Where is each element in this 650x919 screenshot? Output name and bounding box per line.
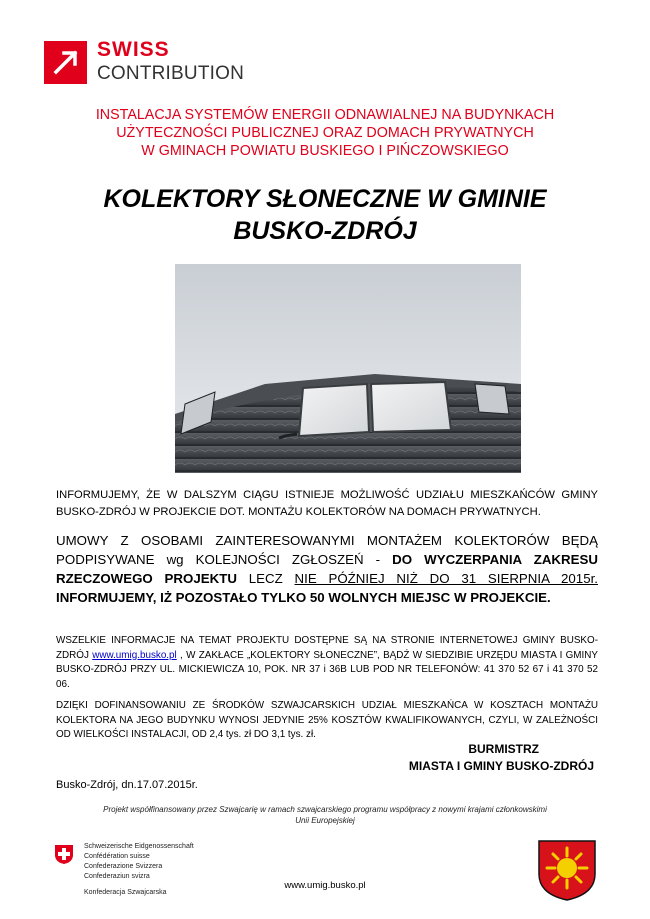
project-header <box>40 106 610 160</box>
confed-line: Schweizerische Eidgenossenschaft <box>84 843 194 850</box>
signature-line: BURMISTRZ <box>468 742 539 756</box>
project-header-line: W GMINACH POWIATU BUSKIEGO I PIŃCZOWSKIEGO <box>141 143 509 159</box>
confed-line: Confederazione Svizzera <box>84 863 163 870</box>
website-link[interactable]: www.umig.busko.pl <box>92 649 177 661</box>
signature-block <box>409 741 594 775</box>
signature-line: MIASTA I GMINY BUSKO-ZDRÓJ <box>408 759 594 773</box>
info-paragraph-3 <box>56 634 598 692</box>
swiss-flag-icon <box>53 843 75 865</box>
footnote-line: Unii Europejskiej <box>295 816 355 825</box>
logo-contribution-text: CONTRIBUTION <box>97 63 245 84</box>
confed-line: Confederaziun svizra <box>84 873 150 880</box>
p2-text: UMOWY Z OSOBAMI ZAINTERESOWANYMI MONTAŻEM KOLEKTORÓW BĘDĄ PODPISYWANE wg KOLEJNOŚCI ZGŁOSZEŃ - <box>56 533 598 567</box>
logo-swiss-text: SWISS <box>97 38 170 61</box>
project-header-line: UŻYTECZNOŚCI PUBLICZNEJ ORAZ DOMACH PRYWATNYCH <box>116 125 534 141</box>
document-date: Busko-Zdrój, dn.17.07.2015r. <box>56 779 198 791</box>
info-paragraph-2 <box>56 531 598 607</box>
confed-line: Confédération suisse <box>84 853 150 860</box>
page-title-line: KOLEKTORY SŁONECZNE W GMINIE <box>103 185 547 213</box>
footnote-line: Projekt współfinansowany przez Szwajcarię w ramach szwajcarskiego programu współpracy z nowymi krajami członkowskimi <box>103 805 547 814</box>
p2-bold-text: INFORMUJEMY, IŻ POZOSTAŁO TYLKO 50 WOLNYCH MIEJSC W PROJEKCIE. <box>56 590 551 605</box>
p2-text: LECZ <box>236 571 295 586</box>
swiss-contribution-logo-mark <box>44 41 87 84</box>
footer-url[interactable]: www.umig.busko.pl <box>284 880 366 891</box>
info-paragraph-1: INFORMUJEMY, ŻE W DALSZYM CIĄGU ISTNIEJE MOŻLIWOŚĆ UDZIAŁU MIESZKAŃCÓW GMINY BUSKO-ZDRÓJ W PROJEKCIE DOT. MONTAŻU KOLEKTORÓW NA DOMACH PRYWATNYCH. <box>56 489 598 518</box>
project-header-line: INSTALACJA SYSTEMÓW ENERGII ODNAWIALNEJ NA BUDYNKACH <box>95 107 555 123</box>
page-title-line: BUSKO-ZDRÓJ <box>233 217 417 245</box>
page-title <box>40 183 610 247</box>
cofinancing-footnote <box>40 804 610 826</box>
info-paragraph-4: DZIĘKI DOFINANSOWANIU ZE ŚRODKÓW SZWAJCARSKICH UDZIAŁ MIESZKAŃCA W KOSZTACH MONTAŻU KOLEKTORA NA JEGO BUDYNKU WYNOSI JEDYNIE 25% KOSZTÓW KWALIFIKOWANYCH, CZYLI, W ZALEŻNOŚCI OD WIELKOŚCI INSTALACJI, OD 2,4 tys. zł DO 3,1 tys. zł. <box>56 700 598 740</box>
p3-text: , W ZAKŁACE „KOLEKTORY SŁONECZNE”, BĄDŹ W SIEDZIBIE URZĘDU MIASTA I GMINY BUSKO-ZDRÓJ PRZY UL. MICKIEWICZA 10, POK. NR 37 i 36B LUB POD NR TELEFONÓW: 41 370 52 67 i 41 370 52 06. <box>56 649 598 690</box>
solar-collectors-photo <box>175 264 521 473</box>
p2-deadline-text: NIE PÓŹNIEJ NIŻ DO 31 SIERPNIA 2015r. <box>294 571 598 586</box>
p3-text: WSZELKIE INFORMACJE NA TEMAT PROJEKTU DOSTĘPNE SĄ NA STRONIE INTERNETOWEJ GMINY BUSKO-ZDRÓJ <box>56 635 598 661</box>
p2-bold-text: DO WYCZERPANIA ZAKRESU RZECZOWEGO PROJEKTU <box>56 552 598 586</box>
confed-line: Konfederacja Szwajcarska <box>84 889 167 896</box>
busko-zdroj-coat-of-arms-icon <box>536 838 598 902</box>
